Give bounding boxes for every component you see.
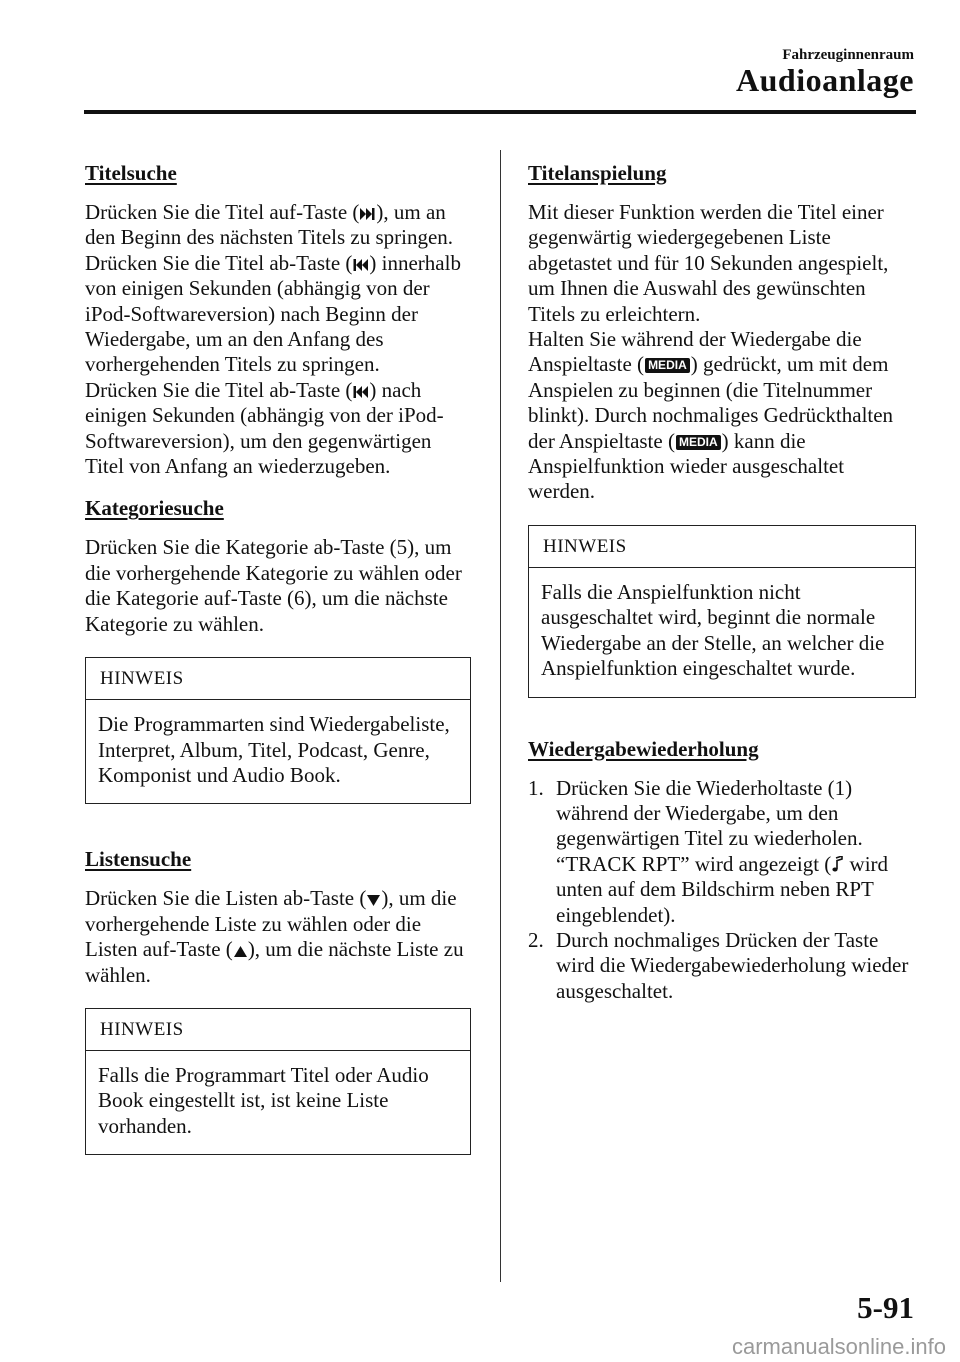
music-note-icon [832,856,843,873]
page-number: 5-91 [857,1290,914,1325]
prev-track-icon [353,385,368,399]
titelsuche-paragraph-2: Drücken Sie die Titel ab-Taste ( ) innerhalb von einigen Sekunden (abhängig von der iPod-Softwareversion) nach Beginn der Wiedergabe, um an den Anfang des vorhergehenden Titels zu springen. [85,250,461,377]
heading-kategoriesuche: Kategoriesuche [85,496,224,521]
steps-list [528,776,916,1005]
header-chapter: Fahrzeuginnenraum [782,47,914,63]
next-track-icon [360,207,375,221]
list-item [528,776,916,928]
section-titelsuche [85,158,471,479]
note-title: HINWEIS [529,526,915,568]
header-title: Audioanlage [736,62,914,98]
prev-track-icon [353,258,368,272]
note-box-listensuche [85,1008,471,1155]
step-text: Drücken Sie die Wiederholtaste (1) während der Wiedergabe, um den gegenwärtigen Titel zu wiederholen. “TRACK RPT” wird angezeigt ( wird unten auf dem Bildschirm neben RPT eingeblendet). [556,775,889,927]
titelanspielung-paragraph-1: Mit dieser Funktion werden die Titel einer gegenwärtig wiedergegebenen Liste abgetastet und für 10 Sekunden angespielt, um Ihnen die Auswahl des gewünschten Titels zu erleichtern. [528,200,889,326]
media-button-icon: MEDIA [645,358,690,373]
heading-wiederholung: Wiedergabewiederholung [528,736,759,761]
section-wiederholung [528,734,916,1005]
note-text: Falls die Anspielfunktion nicht ausgeschaltet wird, beginnt die normale Wiedergabe an der Stelle, an welcher die Anspielfunktion eingeschaltet wurde. [541,579,885,681]
note-title: HINWEIS [86,1009,470,1051]
heading-titelsuche: Titelsuche [85,161,177,185]
left-column [85,158,471,1155]
kategoriesuche-paragraph: Drücken Sie die Kategorie ab-Taste (5), um die vorhergehende Kategorie zu wählen oder die Kategorie auf-Taste (6), um die nächste Kategorie zu wählen. [85,535,462,636]
section-titelanspielung [528,158,916,698]
step-number: 1. [528,775,544,800]
note-title: HINWEIS [86,658,470,700]
heading-listensuche: Listensuche [85,847,192,872]
triangle-up-icon [234,945,247,958]
listensuche-paragraph: Drücken Sie die Listen ab-Taste ( ), um die vorhergehende Liste zu wählen oder die Listen auf-Taste ( ), um die nächste Liste zu wählen. [85,886,464,987]
triangle-down-icon [367,894,380,907]
section-kategoriesuche [85,493,471,804]
note-box-kategoriesuche [85,657,471,804]
watermark: carmanualsonline.info [731,1334,946,1359]
note-box-titelanspielung [528,525,916,698]
titelsuche-paragraph-3: Drücken Sie die Titel ab-Taste ( ) nach einigen Sekunden (abhängig von der iPod-Softwareversion), um den gegenwärtigen Titel von Anfang an wiederzugeben. [85,377,444,479]
heading-titelanspielung: Titelanspielung [528,161,667,185]
step-text: Durch nochmaliges Drücken der Taste wird die Wiedergabewiederholung wieder ausgeschaltet. [556,927,909,1003]
media-button-icon: MEDIA [676,435,721,450]
note-text: Falls die Programmart Titel oder Audio Book eingestellt ist, ist keine Liste vorhanden. [98,1062,429,1138]
header-rule [84,110,916,114]
section-listensuche [85,844,471,1155]
list-item [528,928,916,1004]
right-column [528,158,916,1004]
column-divider [500,150,501,1282]
titelanspielung-paragraph-2: Halten Sie während der Wiedergabe die Anspieltaste ( MEDIA ) gedrückt, um mit dem Anspielen zu beginnen (die Titelnummer blinkt). Durch nochmaliges Gedrückthalten der Anspieltaste ( MEDIA ) kann die Anspielfunktion wieder ausgeschaltet werden. [528,327,894,504]
step-number: 2. [528,927,544,952]
note-text: Die Programmarten sind Wiedergabeliste, Interpret, Album, Titel, Podcast, Genre, Komponist und Audio Book. [98,712,450,787]
titelsuche-paragraph-1: Drücken Sie die Titel auf-Taste ( ), um an den Beginn des nächsten Titels zu springen. [85,200,454,250]
